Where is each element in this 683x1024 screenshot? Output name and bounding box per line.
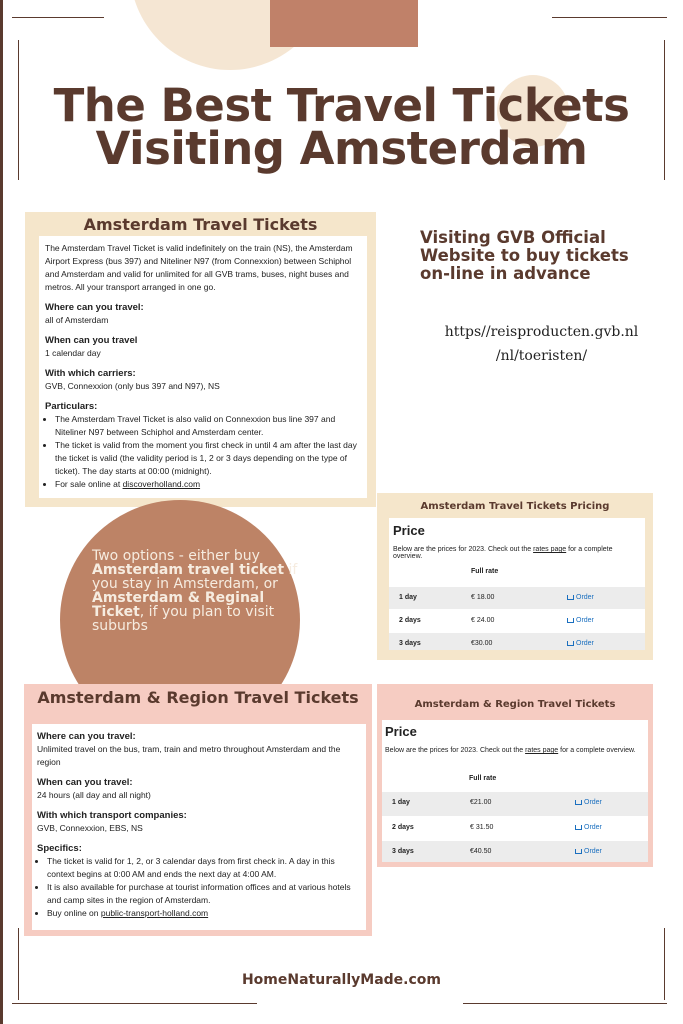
footer-site-name[interactable]: HomeNaturallyMade.com <box>241 972 442 988</box>
where-value: Unlimited travel on the bus, tram, train and metro throughout Amsterdam and the region <box>37 744 341 767</box>
frame-line <box>12 17 104 18</box>
table-row <box>382 792 648 816</box>
gvb-url-line2[interactable]: /nl/toeristen/ <box>495 348 588 364</box>
carriers-value: GVB, Connexxion (only bus 397 and N97), NS <box>45 381 220 391</box>
price-description <box>393 546 643 560</box>
price-title: Price <box>385 724 417 739</box>
row-price: €21.00 <box>470 799 492 806</box>
decor-bar-top <box>270 0 418 47</box>
order-label: Order <box>584 799 602 806</box>
row-price: €40.50 <box>470 848 492 855</box>
order-button[interactable] <box>567 640 594 647</box>
row-price: €30.00 <box>471 640 493 647</box>
options-text-bold: Amsterdam travel ticket <box>92 562 285 578</box>
where-label: Where can you travel: <box>45 302 144 313</box>
row-label: 1 day <box>399 594 417 601</box>
carriers-label: With which carriers: <box>45 368 136 379</box>
sale-text: For sale online at <box>55 479 123 489</box>
order-label: Order <box>584 848 602 855</box>
rates-page-link[interactable]: rates page <box>525 747 559 754</box>
gvb-heading: Visiting GVB Official Website to buy tickets on-line in advance <box>420 228 629 283</box>
options-text-bold: Amsterdam & Reginal Ticket <box>92 590 265 620</box>
order-label: Order <box>576 640 594 647</box>
order-button[interactable] <box>575 799 602 806</box>
options-text-part: Two options - either buy <box>92 548 260 564</box>
pricing-screenshot <box>382 720 648 862</box>
price-title: Price <box>393 523 425 538</box>
particulars-label: Particulars: <box>45 401 98 412</box>
when-value: 1 calendar day <box>45 348 101 358</box>
amsterdam-tickets-card <box>25 212 376 507</box>
cart-icon <box>567 618 574 623</box>
list-item: • The ticket is valid for 1, 2, or 3 calendar days from first check in. A day in this context begins at 0:00 AM and ends the next day at 4:00 AM. <box>47 855 361 881</box>
row-label: 3 days <box>399 640 421 647</box>
list-item <box>47 907 361 920</box>
list-item: • It is also available for purchase at tourist information offices and at various hotels and camp sites in the region of Amsterdam. <box>47 881 361 907</box>
public-transport-link[interactable]: public-transport-holland.com <box>100 908 209 918</box>
col-header-full-rate: Full rate <box>469 775 497 782</box>
cart-icon <box>567 641 574 646</box>
companies-label: With which transport companies: <box>37 810 187 821</box>
buy-text: Buy online on <box>47 908 101 918</box>
desc-text: for a complete overview. <box>393 546 613 560</box>
discoverholland-link[interactable]: discoverholland.com <box>122 479 201 489</box>
page-title-line2: Visiting Amsterdam <box>95 122 588 175</box>
cart-icon <box>575 849 582 854</box>
region-pricing-card <box>377 684 653 867</box>
page-title-line1: The Best Travel Tickets <box>53 79 630 132</box>
when-label: When can you travel <box>45 335 138 346</box>
desc-text: for a complete overview. <box>558 747 636 754</box>
table-row <box>382 841 648 862</box>
frame-line <box>18 928 19 1000</box>
col-header-full-rate: Full rate <box>471 568 499 575</box>
desc-text: Below are the prices for 2023. Check out the <box>393 546 534 553</box>
frame-line <box>12 1003 257 1004</box>
cart-icon <box>575 825 582 830</box>
options-text <box>92 549 302 633</box>
order-button[interactable] <box>575 848 602 855</box>
list-item: • The ticket is valid from the moment you first check in until 4 am after the last day the ticket is valid (the validity period is 1, 2 or 3 days depending on the type of ticket). The day starts at 00:00 (midnight). <box>55 439 361 478</box>
card-heading: Amsterdam Travel Tickets Pricing <box>420 501 610 512</box>
list-item <box>55 478 361 491</box>
frame-line <box>664 928 665 1000</box>
row-label: 2 days <box>392 824 414 831</box>
row-price: € 18.00 <box>471 594 495 601</box>
amsterdam-pricing-card <box>377 493 653 660</box>
cart-icon <box>575 800 582 805</box>
region-tickets-card <box>24 684 372 936</box>
where-label: Where can you travel: <box>37 731 136 742</box>
card-heading: Amsterdam & Region Travel Tickets <box>37 688 359 707</box>
options-text-part: , if you plan to visit suburbs <box>92 604 275 634</box>
card-heading: Amsterdam & Region Travel Tickets <box>414 699 616 710</box>
row-label: 3 days <box>392 848 414 855</box>
card-screenshot <box>39 236 367 498</box>
price-description <box>385 747 647 754</box>
row-price: € 24.00 <box>471 617 495 624</box>
order-label: Order <box>576 617 594 624</box>
when-value: 24 hours (all day and all night) <box>37 790 151 800</box>
frame-line <box>463 1003 667 1004</box>
pricing-screenshot <box>389 518 645 650</box>
options-text-part: if you stay in Amsterdam, or <box>92 562 298 592</box>
order-label: Order <box>584 824 602 831</box>
when-label: When can you travel: <box>37 777 133 788</box>
rates-page-link[interactable]: rates page <box>533 546 567 553</box>
where-value: all of Amsterdam <box>45 315 109 325</box>
frame-line <box>552 17 667 18</box>
row-label: 2 days <box>399 617 421 624</box>
companies-value: GVB, Connexxion, EBS, NS <box>37 823 143 833</box>
intro-text: The Amsterdam Travel Ticket is valid indefinitely on the train (NS), the Amsterdam Airport Express (bus 397) and Niteliner N97 (from Connexxion) between Schiphol and Amsterdam and valid for unlimited for all GVB trams, buses, night buses and metros. All your transport arranged in one go. <box>45 243 353 292</box>
specifics-label: Specifics: <box>37 843 82 854</box>
gvb-url-line1[interactable]: https//reisproducten.gvb.nl <box>444 324 639 340</box>
order-button[interactable] <box>575 824 602 831</box>
table-row <box>389 587 645 609</box>
order-button[interactable] <box>567 617 594 624</box>
row-label: 1 day <box>392 799 410 806</box>
cart-icon <box>567 595 574 600</box>
table-row <box>389 633 645 650</box>
order-label: Order <box>576 594 594 601</box>
table-row <box>389 610 645 632</box>
card-heading: Amsterdam Travel Tickets <box>83 215 318 234</box>
table-row <box>382 817 648 841</box>
desc-text: Below are the prices for 2023. Check out the <box>385 747 526 754</box>
card-screenshot <box>32 724 366 930</box>
row-price: € 31.50 <box>470 824 494 831</box>
list-item: • The Amsterdam Travel Ticket is also valid on Connexxion bus line 397 and Niteliner N97 between Schiphol and Amsterdam center. <box>55 413 361 439</box>
order-button[interactable] <box>567 594 594 601</box>
